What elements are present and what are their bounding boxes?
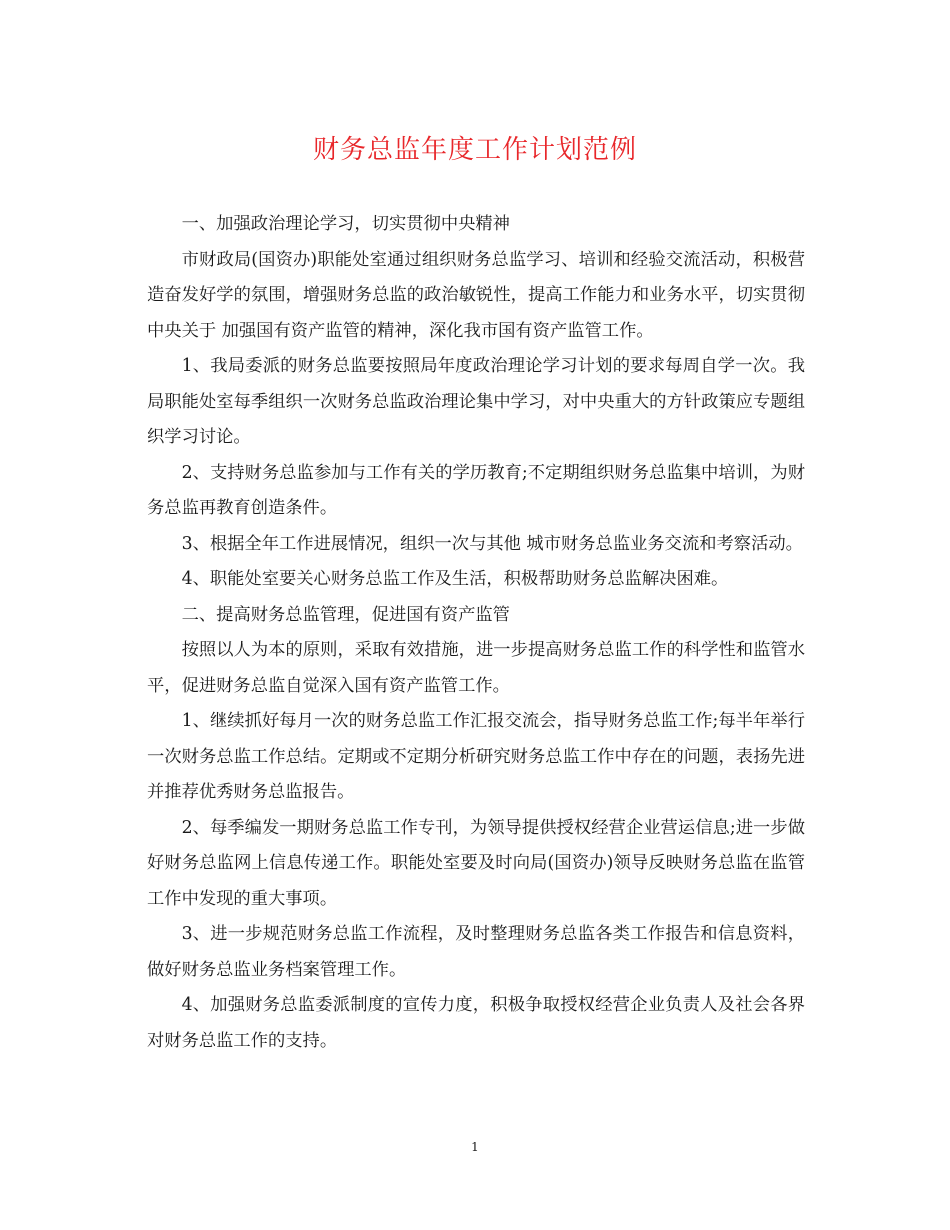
list-item-2: 2、每季编发一期财务总监工作专刊，为领导提供授权经营企业营运信息;进一步做好财务总监网上信息传递工作。职能处室要及时向局(国资办)领导反映财务总监在监管工作中发现的重大事项。 [147, 817, 805, 909]
list-item-3: 3、根据全年工作进展情况，组织一次与其他 城市财务总监业务交流和考察活动。 [181, 533, 803, 554]
list-item-3: 3、进一步规范财务总监工作流程，及时整理财务总监各类工作报告和信息资料，做好财务总监业务档案管理工作。 [147, 924, 805, 980]
document-title: 财务总监年度工作计划范例 [312, 135, 637, 165]
list-item-1: 1、继续抓好每月一次的财务总监工作汇报交流会，指导财务总监工作;每半年举行一次财务总监工作总结。定期或不定期分析研究财务总监工作中存在的问题，表扬先进并推荐优秀财务总监报告。 [147, 711, 805, 802]
list-item-2: 2、支持财务总监参加与工作有关的学历教育;不定期组织财务总监集中培训，为财务总监再教育创造条件。 [147, 462, 805, 518]
page-number: 1 [471, 1140, 479, 1154]
paragraph: 市财政局(国资办)职能处室通过组织财务总监学习、培训和经验交流活动，积极营造奋发好学的氛围，增强财务总监的政治敏锐性，提高工作能力和业务水平，切实贯彻中央关于 加强国有资产监管的精神，深化我市国有资产监管工作。 [147, 249, 805, 341]
list-item-4: 4、职能处室要关心财务总监工作及生活，积极帮助财务总监解决困难。 [181, 569, 729, 589]
section-heading-1: 一、加强政治理论学习，切实贯彻中央精神 [181, 214, 510, 234]
section-heading-2: 二、提高财务总监管理，促进国有资产监管 [181, 604, 510, 625]
list-item-1: 1、我局委派的财务总监要按照局年度政治理论学习计划的要求每周自学一次。我局职能处室每季组织一次财务总监政治理论集中学习，对中央重大的方针政策应专题组织学习讨论。 [147, 356, 805, 447]
list-item-4: 4、加强财务总监委派制度的宣传力度，积极争取授权经营企业负责人及社会各界对财务总监工作的支持。 [147, 995, 805, 1051]
document-body [147, 207, 805, 1059]
paragraph: 按照以人为本的原则，采取有效措施，进一步提高财务总监工作的科学性和监管水平，促进财务总监自觉深入国有资产监管工作。 [147, 640, 805, 696]
